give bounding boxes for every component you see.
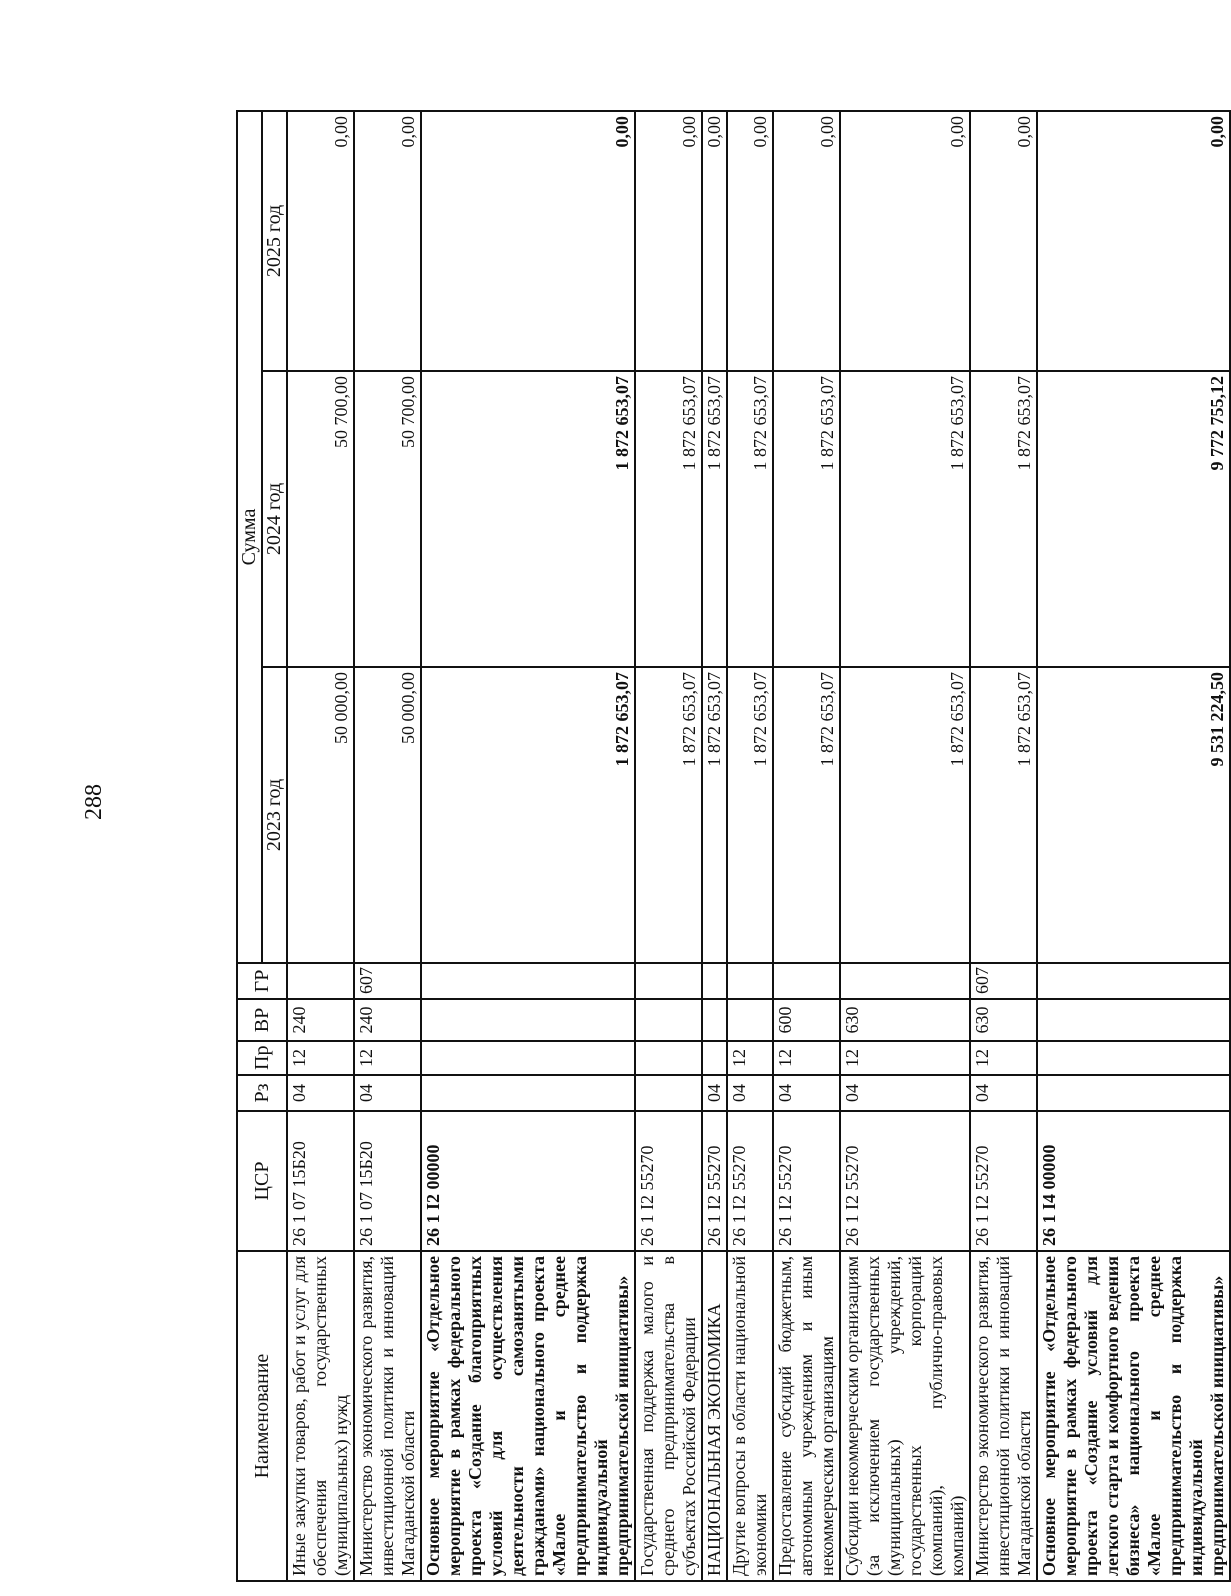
cell-gr: 607 <box>970 963 1037 999</box>
header-name: Наименование <box>237 1251 287 1581</box>
cell-csr: 26 1 I2 00000 <box>421 1111 635 1251</box>
cell-name: Министерство экономического развития, инвестиционной политики и инноваций Магаданской области <box>354 1251 421 1581</box>
header-sum: Сумма <box>237 111 262 963</box>
cell-csr: 26 1 I2 55270 <box>727 1111 773 1251</box>
cell-name: Другие вопросы в области национальной экономики <box>727 1251 773 1581</box>
table-row <box>773 111 840 1581</box>
cell-2025: 0,00 <box>727 111 773 371</box>
cell-2024: 50 700,00 <box>287 371 354 667</box>
cell-gr <box>1037 963 1230 999</box>
header-row-1 <box>237 111 262 1581</box>
cell-gr <box>635 963 702 999</box>
cell-2023: 1 872 653,07 <box>970 667 1037 963</box>
header-2023: 2023 год <box>262 667 287 963</box>
cell-2025: 0,00 <box>773 111 840 371</box>
cell-2023: 1 872 653,07 <box>840 667 970 963</box>
cell-vr: 240 <box>354 999 421 1041</box>
budget-table <box>236 110 1231 1582</box>
cell-vr <box>421 999 635 1041</box>
table-row <box>287 111 354 1581</box>
cell-rz: 04 <box>702 1075 727 1111</box>
cell-gr <box>421 963 635 999</box>
cell-pr <box>702 1041 727 1075</box>
cell-2023: 50 000,00 <box>354 667 421 963</box>
cell-2025: 0,00 <box>1037 111 1230 371</box>
cell-csr: 26 1 I2 55270 <box>635 1111 702 1251</box>
cell-2024: 9 772 755,12 <box>1037 371 1230 667</box>
cell-name: Основное мероприятие «Отдельное мероприятие в рамках федерального проекта «Создание условий для легкого старта и комфортного ведения бизнеса» национального проекта «Малое и среднее предпринимательство и поддержка индивидуальной предпринимательской инициативы» <box>1037 1251 1230 1581</box>
cell-rz: 04 <box>970 1075 1037 1111</box>
cell-2025: 0,00 <box>970 111 1037 371</box>
cell-name: Субсидии некоммерческим организациям (за исключением государственных (муниципальных) учреждений, государственных корпораций (компаний), публично-правовых компаний) <box>840 1251 970 1581</box>
cell-rz <box>635 1075 702 1111</box>
cell-vr: 630 <box>970 999 1037 1041</box>
cell-name: НАЦИОНАЛЬНАЯ ЭКОНОМИКА <box>702 1251 727 1581</box>
cell-vr: 630 <box>840 999 970 1041</box>
cell-2025: 0,00 <box>635 111 702 371</box>
cell-2024: 1 872 653,07 <box>773 371 840 667</box>
cell-rz <box>1037 1075 1230 1111</box>
cell-vr <box>702 999 727 1041</box>
cell-vr: 600 <box>773 999 840 1041</box>
cell-2025: 0,00 <box>354 111 421 371</box>
table-body <box>287 111 1230 1581</box>
cell-2024: 1 872 653,07 <box>727 371 773 667</box>
cell-pr <box>635 1041 702 1075</box>
cell-rz <box>421 1075 635 1111</box>
cell-rz: 04 <box>727 1075 773 1111</box>
header-gr: ГР <box>237 963 287 999</box>
cell-csr: 26 1 07 15Б20 <box>287 1111 354 1251</box>
header-rz: Рз <box>237 1075 287 1111</box>
cell-csr: 26 1 07 15Б20 <box>354 1111 421 1251</box>
cell-csr: 26 1 I2 55270 <box>970 1111 1037 1251</box>
cell-2024: 1 872 653,07 <box>702 371 727 667</box>
cell-rz: 04 <box>773 1075 840 1111</box>
cell-name: Основное мероприятие «Отдельное мероприятие в рамках федерального проекта «Создание благоприятных условий для осуществления деятельности самозанятыми гражданами» национального проекта «Малое и среднее предпринимательство и поддержка индивидуальной предпринимательской инициативы» <box>421 1251 635 1581</box>
cell-pr: 12 <box>354 1041 421 1075</box>
cell-pr: 12 <box>840 1041 970 1075</box>
cell-pr <box>421 1041 635 1075</box>
cell-2024: 1 872 653,07 <box>970 371 1037 667</box>
cell-gr <box>702 963 727 999</box>
cell-csr: 26 1 I2 55270 <box>702 1111 727 1251</box>
cell-gr <box>773 963 840 999</box>
cell-pr <box>1037 1041 1230 1075</box>
cell-csr: 26 1 I2 55270 <box>773 1111 840 1251</box>
cell-2023: 9 531 224,50 <box>1037 667 1230 963</box>
table-row <box>354 111 421 1581</box>
budget-table-wrapper <box>236 112 1227 1582</box>
table-row <box>702 111 727 1581</box>
cell-2023: 50 000,00 <box>287 667 354 963</box>
cell-vr <box>1037 999 1230 1041</box>
cell-2023: 1 872 653,07 <box>635 667 702 963</box>
cell-vr <box>635 999 702 1041</box>
header-pr: Пр <box>237 1041 287 1075</box>
cell-csr: 26 1 I4 00000 <box>1037 1111 1230 1251</box>
header-2025: 2025 год <box>262 111 287 371</box>
cell-vr <box>727 999 773 1041</box>
cell-pr: 12 <box>727 1041 773 1075</box>
cell-2023: 1 872 653,07 <box>727 667 773 963</box>
header-csr: ЦСР <box>237 1111 287 1251</box>
cell-name: Предоставление субсидий бюджетным, автономным учреждениям и иным некоммерческим организациям <box>773 1251 840 1581</box>
cell-pr: 12 <box>287 1041 354 1075</box>
cell-name: Иные закупки товаров, работ и услуг для обеспечения государственных (муниципальных) нужд <box>287 1251 354 1581</box>
page-number: 288 <box>81 784 107 820</box>
table-row <box>970 111 1037 1581</box>
cell-rz: 04 <box>840 1075 970 1111</box>
header-2024: 2024 год <box>262 371 287 667</box>
cell-gr <box>727 963 773 999</box>
cell-gr <box>840 963 970 999</box>
table-row <box>840 111 970 1581</box>
cell-name: Государственная поддержка малого и среднего предпринимательства в субъектах Российской Федерации <box>635 1251 702 1581</box>
cell-2023: 1 872 653,07 <box>702 667 727 963</box>
cell-2025: 0,00 <box>702 111 727 371</box>
cell-2024: 1 872 653,07 <box>635 371 702 667</box>
cell-csr: 26 1 I2 55270 <box>840 1111 970 1251</box>
cell-rz: 04 <box>287 1075 354 1111</box>
table-row <box>635 111 702 1581</box>
cell-name: Министерство экономического развития, инвестиционной политики и инноваций Магаданской области <box>970 1251 1037 1581</box>
table-row <box>1037 111 1230 1581</box>
table-row <box>727 111 773 1581</box>
cell-vr: 240 <box>287 999 354 1041</box>
cell-2025: 0,00 <box>840 111 970 371</box>
cell-pr: 12 <box>970 1041 1037 1075</box>
cell-rz: 04 <box>354 1075 421 1111</box>
table-row <box>421 111 635 1581</box>
cell-2025: 0,00 <box>421 111 635 371</box>
cell-2025: 0,00 <box>287 111 354 371</box>
cell-2024: 50 700,00 <box>354 371 421 667</box>
cell-2024: 1 872 653,07 <box>840 371 970 667</box>
cell-pr: 12 <box>773 1041 840 1075</box>
cell-gr <box>287 963 354 999</box>
header-vr: ВР <box>237 999 287 1041</box>
cell-2024: 1 872 653,07 <box>421 371 635 667</box>
cell-2023: 1 872 653,07 <box>773 667 840 963</box>
cell-2023: 1 872 653,07 <box>421 667 635 963</box>
cell-gr: 607 <box>354 963 421 999</box>
